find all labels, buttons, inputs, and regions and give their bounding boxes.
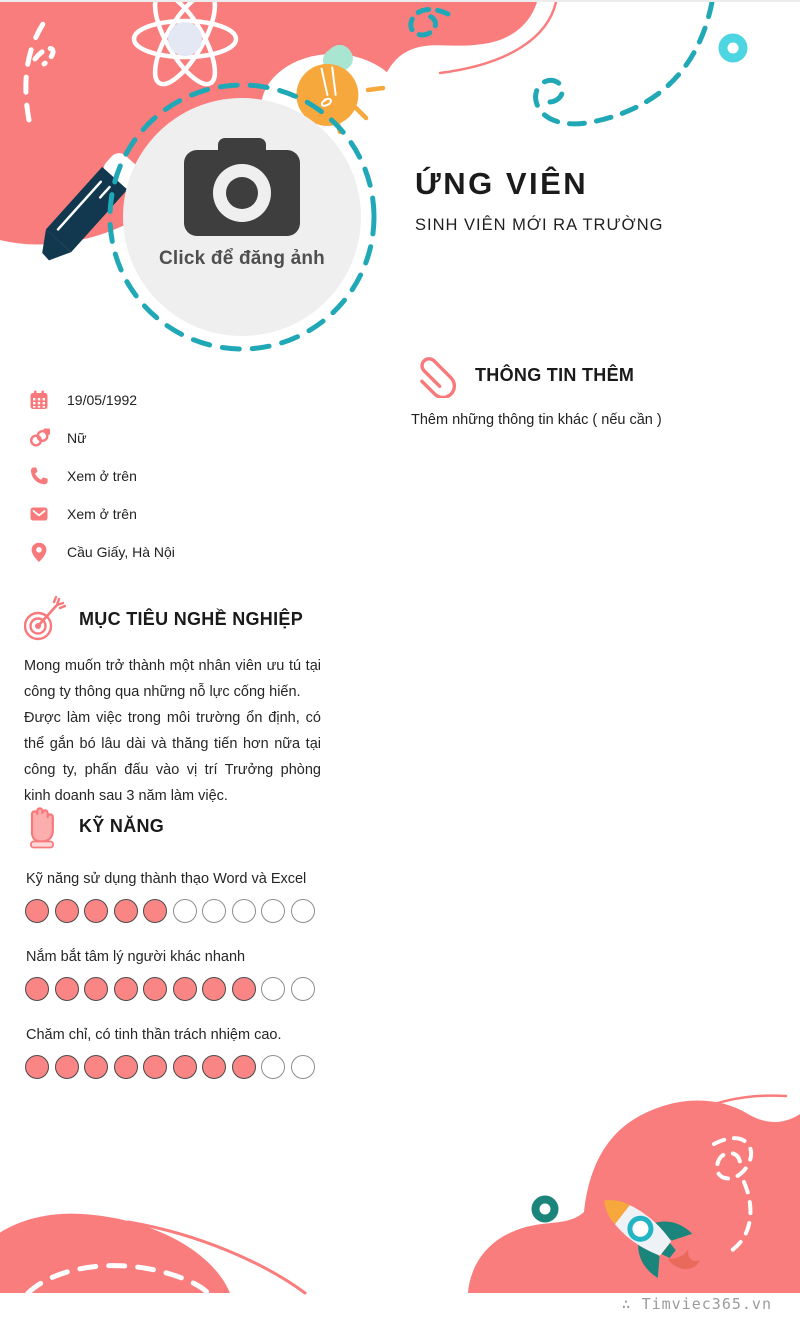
- teal-ring-bottom: [536, 1200, 555, 1219]
- watermark: ∴ Timviec365.vn: [621, 1295, 772, 1313]
- skill-item: [24, 871, 324, 923]
- skill-dot: [261, 977, 285, 1001]
- skill-item: [24, 1027, 324, 1079]
- objective-title: MỤC TIÊU NGHỀ NGHIỆP: [79, 608, 304, 629]
- skill-dot: [143, 1055, 167, 1079]
- skill-dot: [202, 899, 226, 923]
- skill-dot: [202, 977, 226, 1001]
- skill-dot: [114, 899, 138, 923]
- skill-dot: [261, 899, 285, 923]
- skill-dot: [84, 899, 108, 923]
- section-additional-info: [411, 352, 781, 428]
- skill-dot: [84, 1055, 108, 1079]
- contact-row-location: [28, 533, 175, 571]
- skill-dot: [25, 1055, 49, 1079]
- skill-label: Chăm chỉ, có tinh thần trách nhiệm cao.: [26, 1027, 282, 1043]
- contact-row-email: [28, 495, 175, 533]
- section-objective: [24, 596, 321, 809]
- skill-dot: [232, 1055, 256, 1079]
- skill-dot: [143, 977, 167, 1001]
- skill-dot: [84, 977, 108, 1001]
- additional-body: Thêm những thông tin khác ( nếu cần ): [411, 412, 662, 428]
- phone-icon: [28, 465, 50, 487]
- skill-dot: [232, 899, 256, 923]
- skill-dot: [232, 977, 256, 1001]
- target-icon: [24, 596, 66, 642]
- skill-dot: [173, 899, 197, 923]
- title-block: [415, 166, 663, 235]
- paperclip-icon: [411, 352, 457, 398]
- contact-list: [28, 381, 175, 571]
- location-icon: [28, 541, 50, 563]
- skill-label: Kỹ năng sử dụng thành thạo Word và Excel: [26, 871, 307, 887]
- coral-dome-bottom-left: [0, 1214, 230, 1293]
- hand-icon: [24, 803, 60, 849]
- skill-dot: [25, 899, 49, 923]
- skill-dot: [25, 977, 49, 1001]
- photo-upload-area[interactable]: [106, 81, 378, 353]
- cyan-ring: [723, 38, 743, 58]
- bottom-decoration: [0, 1082, 800, 1317]
- skill-dot: [291, 977, 315, 1001]
- skill-item: [24, 949, 324, 1001]
- skill-dot: [173, 977, 197, 1001]
- skill-rating: [25, 899, 324, 923]
- additional-title: THÔNG TIN THÊM: [475, 364, 635, 385]
- section-skills: [24, 803, 324, 1079]
- skill-dot: [55, 1055, 79, 1079]
- candidate-name: ỨNG VIÊN: [415, 166, 589, 201]
- skill-dot: [143, 899, 167, 923]
- contact-row-birthday: [28, 381, 175, 419]
- contact-row-phone: [28, 457, 175, 495]
- skill-dot: [291, 899, 315, 923]
- email-value: Xem ở trên: [67, 506, 137, 522]
- contact-row-gender: [28, 419, 175, 457]
- skill-label: Nắm bắt tâm lý người khác nhanh: [26, 949, 246, 965]
- location-value: Cầu Giấy, Hà Nội: [67, 544, 175, 560]
- objective-paragraph-1: Mong muốn trở thành một nhân viên ưu tú tại công ty thông qua những nỗ lực cống hiến.: [24, 658, 321, 700]
- skill-rating: [25, 977, 324, 1001]
- phone-value: Xem ở trên: [67, 468, 137, 484]
- gender-icon: [28, 427, 50, 449]
- objective-paragraph-2: Được làm việc trong môi trường ổn định, có thể gắn bó lâu dài và thăng tiến hơn nữa tại công ty, phấn đấu vào vị trí Trưởng phòng kinh doanh sau 3 năm làm việc.: [24, 710, 321, 804]
- photo-upload-button[interactable]: [123, 98, 361, 336]
- skill-dot: [261, 1055, 285, 1079]
- birthday-value: 19/05/1992: [67, 392, 138, 408]
- skill-dot: [291, 1055, 315, 1079]
- coral-cloud-bottom-right: [468, 1101, 800, 1293]
- camera-icon: [180, 138, 304, 242]
- candidate-subtitle: SINH VIÊN MỚI RA TRƯỜNG: [415, 215, 664, 234]
- calendar-icon: [28, 389, 50, 411]
- email-icon: [28, 503, 50, 525]
- skill-dot: [114, 977, 138, 1001]
- teal-dashed-arc: [536, 2, 712, 124]
- skill-dot: [55, 977, 79, 1001]
- skill-rating: [25, 1055, 324, 1079]
- gender-value: Nữ: [67, 430, 87, 446]
- skill-dot: [202, 1055, 226, 1079]
- skills-title: KỸ NĂNG: [79, 815, 165, 836]
- photo-caption[interactable]: Click để đăng ảnh: [159, 248, 325, 269]
- skill-dot: [55, 899, 79, 923]
- skill-dot: [173, 1055, 197, 1079]
- skill-dot: [114, 1055, 138, 1079]
